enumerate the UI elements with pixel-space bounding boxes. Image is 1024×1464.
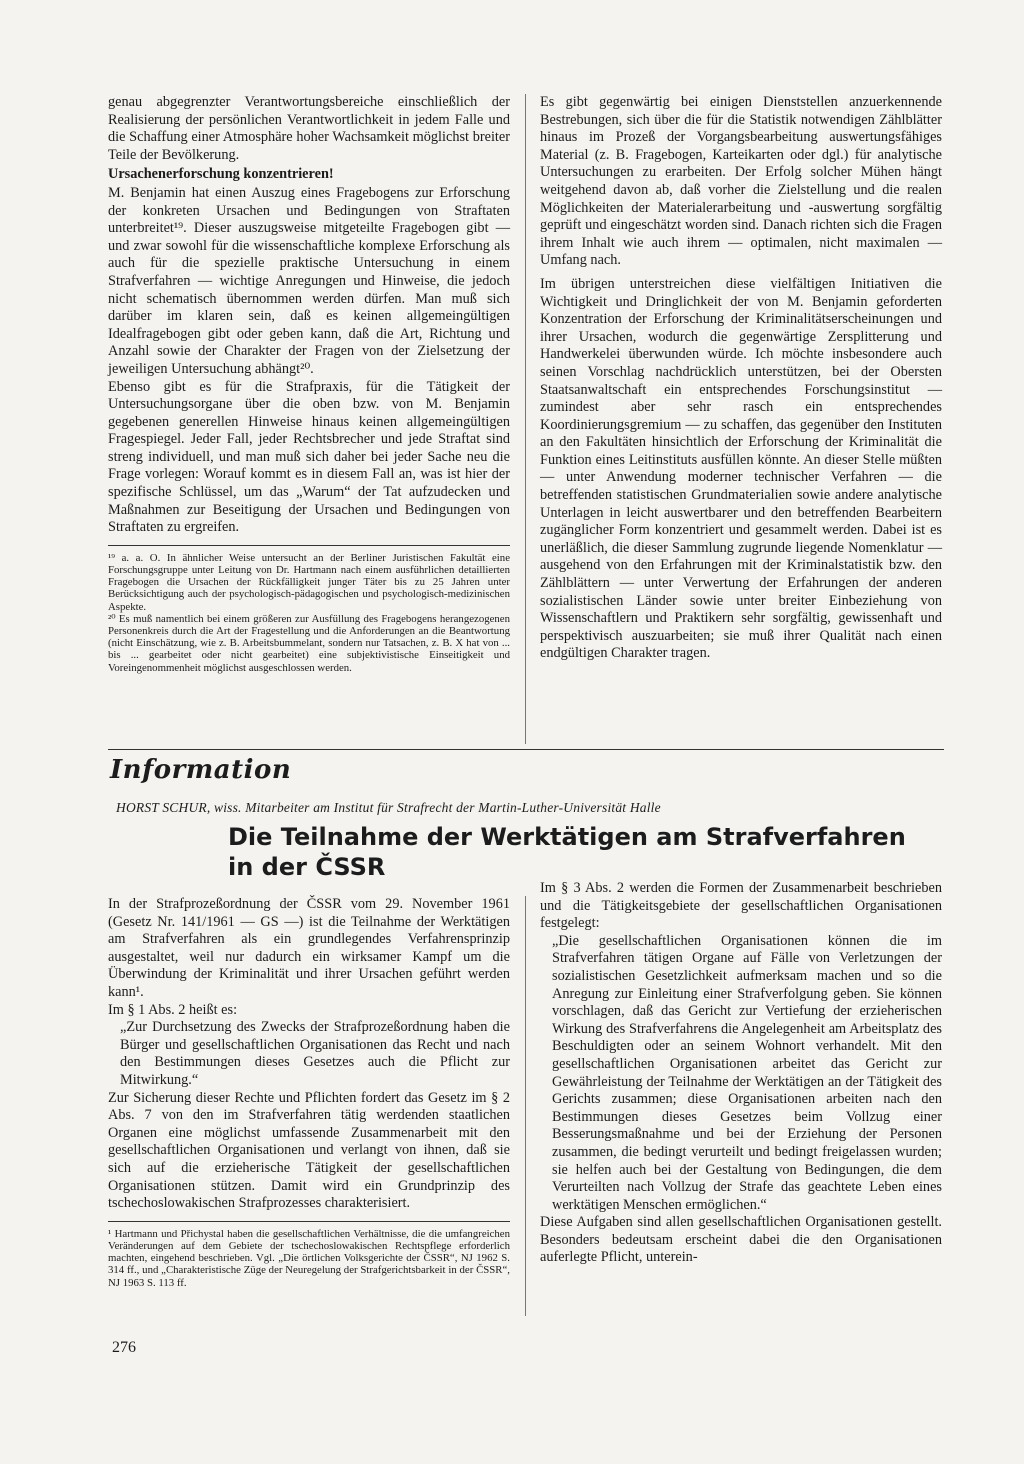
page-number: 276 [112,1339,136,1356]
headline-line: in der ČSSR [228,853,386,881]
quotation: „Zur Durchsetzung des Zwecks der Strafprozeßordnung haben die Bürger und gesellschaftlichen Organisationen das Recht und nach den Bestimmungen dieses Gesetzes auch die Pflicht zur Mitwirkung.“ [120,1019,510,1088]
paragraph: M. Benjamin hat einen Auszug eines Fragebogens zur Erforschung der konkreten Ursachen und Bedingungen von Straftaten unterbreitet¹⁹. Dieser auszugsweise mitgeteilte Fragebogen gibt — und zwar sowohl für die wissenschaftliche komplexe Erforschung als auch für die spezielle praktische Untersuchung in einem Strafverfahren — wichtige Anregungen und Hinweise, die jedoch nicht schematisch übernommen werden dürfen. Man muß sich darüber im klaren sein, daß es keinen allgemeingültigen Idealfragebogen gibt oder geben kann, daß die Art, Richtung und Anzahl sowie der Charakter der Fragen von der Zielsetzung der jeweiligen Untersuchung abhängt²⁰. [108,184,510,377]
paragraph: Im § 3 Abs. 2 werden die Formen der Zusammenarbeit beschrieben und die Tätigkeitsgebiete der gesellschaftlichen Organisationen festgelegt: [540,880,942,932]
footnote-19: ¹⁹ a. a. O. In ähnlicher Weise untersucht an der Berliner Juristischen Fakultät eine Forschungsgruppe unter Leitung von Dr. Hartmann nach einem ausführlichen detaillierten Fragebogen die Ursachen der Rückfälligkeit junger Täter bis zu 25 Jahren unter Berücksichtigung auch der psychologisch-pädagogischen und psychologisch-medizinischen Aspekte. [108,551,510,613]
column-bottom-right [540,880,942,1267]
footnote-1: ¹ Hartmann und Přichystal haben die gesellschaftlichen Verhältnisse, die die umfangreichen Veränderungen auf dem Gebiete der tschechoslowakischen Rechtspflege erforderlich machten, eingehend beschrieben. Vgl. „Die örtlichen Volksgerichte der ČSSR“, NJ 1962 S. 314 ff., und „Charakteristische Züge der Neuregelung der Strafgerichtsbarkeit in der ČSSR“, NJ 1963 S. 113 ff. [108,1227,510,1289]
footnote-20: ²⁰ Es muß namentlich bei einem größeren zur Ausfüllung des Fragebogens herangezogenen Personenkreis durch die Art der Fragestellung und die Anforderungen an die Beantwortung (nicht Einschätzung, wie z. B. Arbeitsbummelant, sondern nur Tatsachen, z. B. X hat von ... bis ... gearbeitet oder nicht gearbeitet) eine subjektivistische Einseitigkeit und Voreingenommenheit möglichst ausgeschlossen werden. [108,612,510,674]
column-top-left [108,94,510,674]
author-line: HORST SCHUR, wiss. Mitarbeiter am Institut für Strafrecht der Martin-Luther-Universität Halle [116,800,661,815]
section-rule [108,749,944,750]
paragraph: Zur Sicherung dieser Rechte und Pflichten fordert das Gesetz im § 2 Abs. 7 von den im Strafverfahren tätig werdenden staatlichen Organen eine möglichst umfassende Zusammenarbeit mit den gesellschaftlichen Organisationen und verlangt von ihnen, daß sie sich auf die erzieherische Tätigkeit der gesellschaftlichen Organisationen stützen. Damit wird ein Grundprinzip des tschechoslowakischen Strafprozesses charakterisiert. [108,1089,510,1212]
paragraph: genau abgegrenzter Verantwortungsbereiche einschließlich der Realisierung der persönlichen Verantwortlichkeit in jedem Falle und die Schaffung einer Atmosphäre hoher Wachsamkeit möglichst breiter Teile der Bevölkerung. [108,94,510,163]
section-label: Information [110,755,292,785]
headline-line: Die Teilnahme der Werktätigen am Strafverfahren [228,823,906,851]
article-headline [228,822,948,882]
quotation: „Die gesellschaftlichen Organisationen können die im Strafverfahren tätigen Organe auf Fälle von Verletzungen der sozialistischen Gesetzlichkeit aufmerksam machen und so die Anregung zur Einleitung einer Strafverfolgung geben. Sie können vorschlagen, daß das Gericht zur Vertiefung der erzieherischen Wirkung des Strafverfahrens die Angelegenheit am Arbeitsplatz des Beschuldigten oder an seinem Wohnort verhandelt. Mit den gesellschaftlichen Organisationen arbeitet das Gericht zur Gewährleistung der Teilnahme der Werktätigen an der Tätigkeit des Gerichts zusammen; diese Organisationen arbeiten nach den Bestimmungen dieses Gesetzes beim Vollzug einer Besserungsmaßnahme und bei der Erziehung der Personen zusammen, die bedingt verurteilt und bedingt freigelassen wurden; sie helfen auch bei der Gestaltung von Bedingungen, die dem Verurteilten nach Vollzug der Strafe das geachtete Leben eines werktätigen Menschen ermöglichen.“ [552,932,942,1213]
paragraph: Diese Aufgaben sind allen gesellschaftlichen Organisationen gestellt. Besonders bedeutsam erscheint dabei die den Organisationen auferlegte Pflicht, unterein- [540,1214,942,1266]
paragraph: Ebenso gibt es für die Strafpraxis, für die Tätigkeit der Untersuchungsorgane über die oben bzw. von M. Benjamin gegebenen generellen Hinweise hinaus keinen allgemeingültigen Fragespiegel. Jeder Fall, jeder Rechtsbrecher und jede Straftat sind streng individuell, und man muß sich daher bei jeder Sache neu die Frage vorlegen: Worauf kommt es in diesem Fall an, was ist hier der spezifische Schlüssel, um das „Warum“ der Tat aufzudecken und Maßnahmen zur Beseitigung der Ursachen und Bedingungen von Straftaten zu ergreifen. [108,378,510,536]
paragraph: Es gibt gegenwärtig bei einigen Dienststellen anzuerkennende Bestrebungen, sich über die für die Statistik notwendigen Zählblätter hinaus im Prozeß der Vorgangsbearbeitung auswertungsfähiges Material (z. B. Fragebogen, Karteikarten oder dgl.) für analytische Untersuchungen zu erarbeiten. Der Erfolg solcher Mühen hängt weitgehend davon ab, daß vorher die Zielstellung und die realen Möglichkeiten der Materialerarbeitung und -auswertung sorgfältig geprüft und eingeschätzt worden sind. Danach richten sich die Fragen ihrem Inhalt wie auch ihrem — optimalen, nicht maximalen — Umfang nach. [540,94,942,269]
footnote-rule [108,545,510,546]
paragraph: In der Strafprozeßordnung der ČSSR vom 29. November 1961 (Gesetz Nr. 141/1961 — GS —) ist die Teilnahme der Werktätigen am Strafverfahren als ein grundlegendes Verfahrensprinzip ausgestaltet, weil nur dadurch ein wirksamer Kampf um die Überwindung der Kriminalität und ihrer Ursachen geführt werden kann¹. [108,896,510,1000]
column-top-right [540,94,942,663]
paragraph: Im übrigen unterstreichen diese vielfältigen Initiativen die Wichtigkeit und Dringlichkeit der von M. Benjamin geforderten Konzentration der Erforschung der Kriminalitätserscheinungen und ihrer Ursachen, wodurch die gegenwärtige Zersplitterung und Handwerkelei überwunden würde. Ich möchte insbesondere auch seinen Vorschlag nachdrücklich unterstützen, bei der Obersten Staatsanwaltschaft ein entsprechendes Forschungsinstitut — zumindest aber sehr rasch ein entsprechendes Koordinierungsgremium — zu schaffen, das gegenüber den Instituten an den Fakultäten hinsichtlich der Erforschung der Kriminalität die Funktion eines Leitinstituts ausfüllen könnte. An dieser Stelle müßten — unter Anwendung moderner technischer Verfahren — die betreffenden statistischen Grundmaterialien sowie andere analytische Unterlagen in leicht auswertbarer und den betreffenden Bearbeitern zugänglicher Form konzentriert und gesammelt werden. Dabei ist es unerläßlich, die dieser Sammlung zugrunde liegende Nomenklatur — ausgehend von den Erfahrungen mit der Kriminalstatistik bzw. den Zählblättern — unter Verwertung der Erfahrungen der anderen sozialistischen Länder sowie unter breiter Einbeziehung von Wissenschaftlern und Praktikern sehr sorgfältig, gewissenhaft und perspektivisch auszuarbeiten; sie muß ihrer Qualität nach einen endgültigen Charakter tragen. [540,275,942,662]
subheading: Ursachenerforschung konzentrieren! [108,166,334,183]
column-divider-bottom [525,896,526,1316]
paragraph: Im § 1 Abs. 2 heißt es: [108,1001,238,1018]
column-bottom-left [108,896,510,1289]
column-divider-top [525,94,526,744]
footnote-rule [108,1221,510,1222]
